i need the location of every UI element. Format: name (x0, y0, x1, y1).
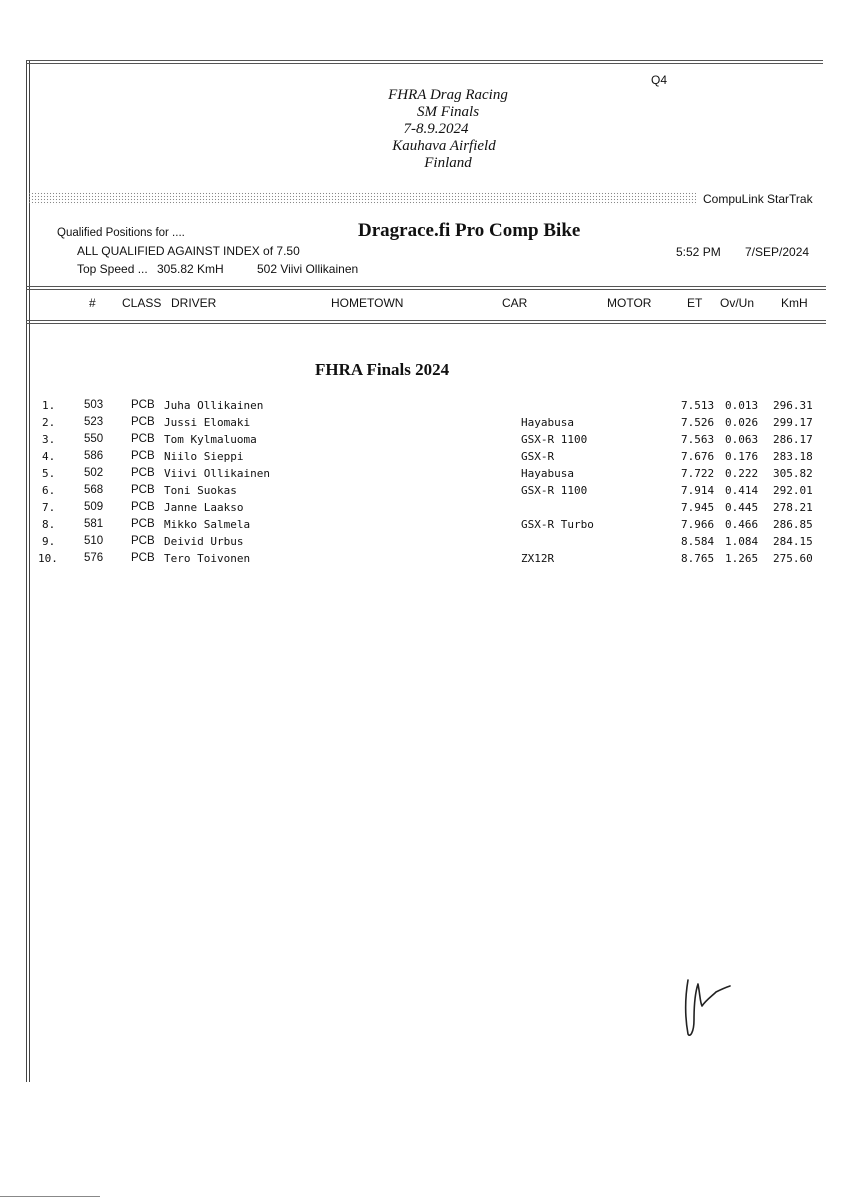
col-et: ET (687, 296, 703, 310)
row-kmh: 286.85 (773, 518, 813, 531)
report-time: 5:52 PM (676, 245, 721, 259)
row-kmh: 292.01 (773, 484, 813, 497)
row-number: 568 (84, 484, 104, 496)
index-line: ALL QUALIFIED AGAINST INDEX of 7.50 (77, 244, 300, 258)
row-class: PCB (131, 416, 155, 428)
table-row (0, 450, 848, 467)
row-et: 7.914 (681, 484, 715, 497)
row-ovun: 1.265 (725, 552, 759, 565)
row-class: PCB (131, 467, 155, 479)
left-border-line (26, 60, 27, 1082)
col-hometown: HOMETOWN (331, 296, 404, 310)
row-kmh: 296.31 (773, 399, 813, 412)
header-rule-top-2 (26, 289, 826, 290)
row-position: 8. (42, 518, 56, 531)
row-kmh: 299.17 (773, 416, 813, 429)
row-et: 7.945 (681, 501, 715, 514)
row-ovun: 0.445 (725, 501, 759, 514)
header-rule-bottom (26, 320, 826, 321)
signature (676, 972, 740, 1044)
round-label: Q4 (651, 73, 668, 87)
row-position: 2. (42, 416, 56, 429)
row-kmh: 286.17 (773, 433, 813, 446)
row-ovun: 1.084 (725, 535, 759, 548)
row-number: 510 (84, 535, 104, 547)
table-row (0, 416, 848, 433)
row-position: 6. (42, 484, 56, 497)
row-driver: Niilo Sieppi (164, 450, 244, 463)
row-et: 7.513 (681, 399, 715, 412)
row-driver: Toni Suokas (164, 484, 237, 497)
row-class: PCB (131, 433, 155, 445)
report-date: 7/SEP/2024 (745, 245, 810, 259)
table-row (0, 467, 848, 484)
row-car: Hayabusa (521, 416, 574, 429)
bottom-border-line (0, 1196, 100, 1197)
table-row (0, 501, 848, 518)
row-car: GSX-R Turbo (521, 518, 594, 531)
row-ovun: 0.026 (725, 416, 759, 429)
table-row (0, 552, 848, 569)
dotted-separator (28, 192, 696, 205)
row-number: 503 (84, 399, 104, 411)
top-speed-label: Top Speed ... (77, 262, 148, 276)
row-ovun: 0.013 (725, 399, 759, 412)
table-row (0, 518, 848, 535)
row-driver: Mikko Salmela (164, 518, 251, 531)
col-class: CLASS (122, 296, 162, 310)
event-venue: Kauhava Airfield (392, 138, 496, 154)
table-row (0, 433, 848, 450)
row-number: 502 (84, 467, 104, 479)
row-car: GSX-R 1100 (521, 433, 588, 446)
row-et: 8.584 (681, 535, 715, 548)
top-speed-holder: 502 Viivi Ollikainen (257, 262, 359, 276)
row-ovun: 0.414 (725, 484, 759, 497)
row-driver: Janne Laakso (164, 501, 244, 514)
row-number: 586 (84, 450, 104, 462)
row-number: 581 (84, 518, 104, 530)
section-title: FHRA Finals 2024 (315, 360, 450, 379)
row-et: 7.563 (681, 433, 715, 446)
row-driver: Tom Kylmaluoma (164, 433, 257, 446)
row-position: 3. (42, 433, 56, 446)
row-et: 8.765 (681, 552, 715, 565)
row-position: 5. (42, 467, 56, 480)
event-subtitle: SM Finals (416, 104, 480, 120)
row-position: 7. (42, 501, 56, 514)
row-ovun: 0.176 (725, 450, 759, 463)
row-driver: Jussi Elomaki (164, 416, 251, 429)
row-class: PCB (131, 535, 155, 547)
row-et: 7.722 (681, 467, 715, 480)
row-class: PCB (131, 399, 155, 411)
row-ovun: 0.222 (725, 467, 759, 480)
row-car: Hayabusa (521, 467, 574, 480)
row-driver: Deivid Urbus (164, 535, 244, 548)
row-driver: Tero Toivonen (164, 552, 251, 565)
row-position: 10. (38, 552, 58, 565)
row-car: GSX-R (521, 450, 555, 463)
table-row (0, 484, 848, 501)
top-speed-value: 305.82 KmH (157, 262, 224, 276)
col-num: # (89, 296, 96, 310)
row-ovun: 0.466 (725, 518, 759, 531)
table-row (0, 535, 848, 552)
event-dates: 7-8.9.2024 (403, 121, 469, 137)
row-driver: Viivi Ollikainen (164, 467, 270, 480)
row-number: 576 (84, 552, 104, 564)
col-kmh: KmH (781, 296, 808, 310)
row-class: PCB (131, 552, 155, 564)
row-position: 1. (42, 399, 56, 412)
row-number: 550 (84, 433, 104, 445)
col-driver: DRIVER (171, 296, 217, 310)
row-position: 4. (42, 450, 56, 463)
event-title: FHRA Drag Racing (388, 87, 508, 103)
header-rule-top (26, 286, 826, 287)
event-country: Finland (424, 155, 472, 171)
row-kmh: 283.18 (773, 450, 813, 463)
row-kmh: 284.15 (773, 535, 813, 548)
row-class: PCB (131, 484, 155, 496)
col-car: CAR (502, 296, 528, 310)
row-kmh: 305.82 (773, 467, 813, 480)
row-class: PCB (131, 501, 155, 513)
timing-system: CompuLink StarTrak (703, 192, 813, 206)
row-et: 7.676 (681, 450, 715, 463)
header-rule-bottom-2 (26, 323, 826, 324)
top-border-line (26, 60, 823, 61)
table-row (0, 399, 848, 416)
qualified-label: Qualified Positions for .... (57, 227, 185, 239)
row-car: GSX-R 1100 (521, 484, 588, 497)
top-border-line-2 (26, 63, 823, 64)
row-class: PCB (131, 518, 155, 530)
row-et: 7.526 (681, 416, 715, 429)
row-car: ZX12R (521, 552, 555, 565)
row-number: 523 (84, 416, 104, 428)
row-kmh: 278.21 (773, 501, 813, 514)
row-number: 509 (84, 501, 104, 513)
col-motor: MOTOR (607, 296, 652, 310)
row-kmh: 275.60 (773, 552, 813, 565)
left-border-line-inner (29, 60, 30, 1082)
row-et: 7.966 (681, 518, 715, 531)
row-driver: Juha Ollikainen (164, 399, 264, 412)
row-ovun: 0.063 (725, 433, 759, 446)
row-position: 9. (42, 535, 56, 548)
class-title: Dragrace.fi Pro Comp Bike (358, 220, 581, 241)
row-class: PCB (131, 450, 155, 462)
col-ovun: Ov/Un (720, 296, 755, 310)
